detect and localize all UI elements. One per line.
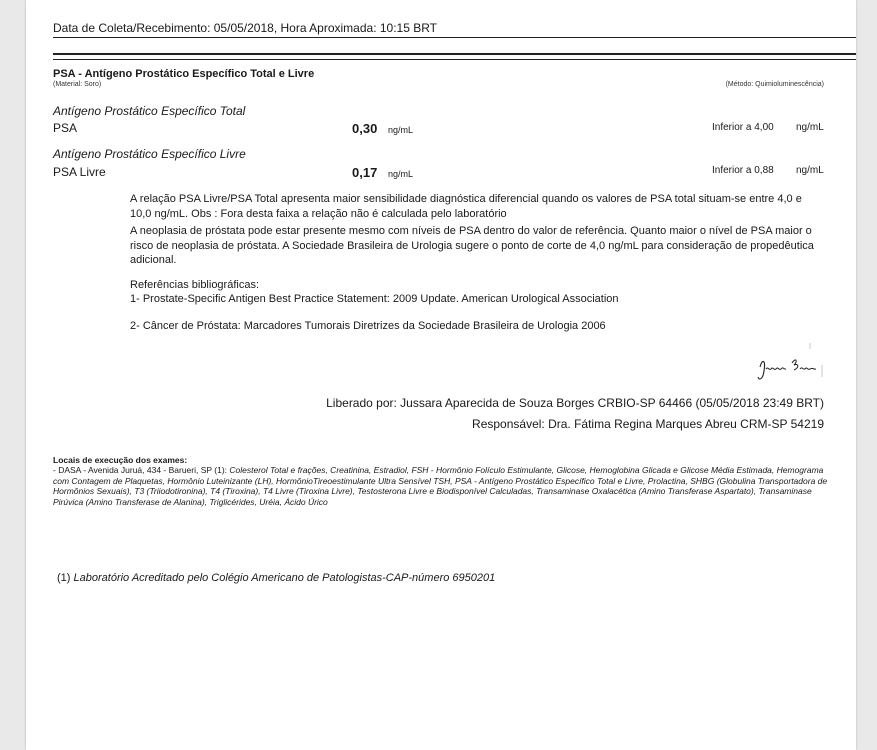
- reference-unit: ng/mL: [796, 122, 824, 133]
- footnote-text: Laboratório Acreditado pelo Colégio Americano de Patologistas-CAP-número 6950201: [73, 572, 496, 584]
- reference-item: 2- Câncer de Próstata: Marcadores Tumorais Diretrizes da Sociedade Brasileira de Urologia 2006: [130, 320, 606, 332]
- result-unit: ng/mL: [388, 169, 414, 179]
- reference-unit: ng/mL: [796, 165, 824, 176]
- execution-sites-body: [53, 465, 828, 507]
- result-section-title: Antígeno Prostático Específico Livre: [53, 147, 246, 161]
- neoplasia-note: A neoplasia de próstata pode estar presente mesmo com níveis de PSA dentro do valor de referência. Quanto maior o nível de PSA maior o risco de neoplasia de próstata. A Sociedade Brasileira de Urologia sugere o ponto de corte de 4,0 ng/mL para consideração de propedêutica adicional.: [130, 225, 814, 266]
- result-name: PSA: [53, 121, 78, 135]
- ratio-note: A relação PSA Livre/PSA Total apresenta maior sensibilidade diagnóstica diferencial quando os valores de PSA total situam-se entre 4,0 e 10,0 ng/mL. Obs : Fora desta faixa a relação não é calculada pelo laboratório: [130, 193, 802, 220]
- reference-range: Inferior a 4,00: [712, 122, 774, 133]
- responsible-doctor: Responsável: Dra. Fátima Regina Marques Abreu CRM-SP 54219: [472, 417, 824, 431]
- report-page: [26, 0, 856, 750]
- collection-info: Data de Coleta/Recebimento: 05/05/2018, Hora Aproximada: 10:15 BRT: [53, 21, 438, 35]
- result-name: PSA Livre: [53, 165, 106, 179]
- exam-method: (Método: Quimioluminescência): [725, 81, 824, 88]
- result-value: 0,17: [352, 165, 378, 180]
- footnote: [57, 572, 495, 584]
- reference-range: Inferior a 0,88: [712, 165, 774, 176]
- result-value: 0,30: [352, 121, 378, 136]
- result-unit: ng/mL: [388, 125, 414, 135]
- handwritten-signature: [726, 343, 826, 389]
- released-by: Liberado por: Jussara Aparecida de Souza Borges CRBIO-SP 64466 (05/05/2018 23:49 BRT): [326, 396, 824, 410]
- exam-material: (Material: Soro): [53, 81, 102, 88]
- exam-title: PSA - Antígeno Prostático Específico Total e Livre: [53, 68, 315, 80]
- execution-site-exams: Colesterol Total e frações, Creatinina, Estradiol, FSH - Hormônio Folículo Estimulante, Glicose, Hemoglobina Glicada e Glicose Média Estimada, Hemograma com Contagem de Plaquetas, Hormônio Luteinizante (LH), HormônioTireoestimulante Ultra Sensível TSH, PSA - Antígeno Prostático Específico Total e Livre, Prolactina, SHBG (Globulina Transportadora de Hormônios Sexuais), T3 (Triiodotironina), T4 (Tiroxina), T4 Livre (Tiroxina Livre), Testosterona Livre e Biodisponível Calculadas, Transaminase Oxalacética (Amino Transferase Aspartato), Transaminase Pirúvica (Amino Transferase de Alanina), Triglicérides, Uréia, Ácido Úrico: [53, 465, 828, 507]
- divider: [53, 37, 856, 38]
- execution-sites-title: Locais de execução dos exames:: [53, 455, 188, 465]
- footnote-marker: (1): [57, 572, 71, 584]
- result-section-title: Antígeno Prostático Específico Total: [53, 104, 246, 118]
- references-title: Referências bibliográficas:: [130, 279, 260, 291]
- divider: [53, 53, 856, 55]
- execution-site-address: - DASA - Avenida Juruá, 434 - Barueri, SP (1):: [53, 465, 230, 475]
- reference-item: 1- Prostate-Specific Antigen Best Practice Statement: 2009 Update. American Urological Association: [130, 293, 619, 305]
- divider: [53, 59, 856, 60]
